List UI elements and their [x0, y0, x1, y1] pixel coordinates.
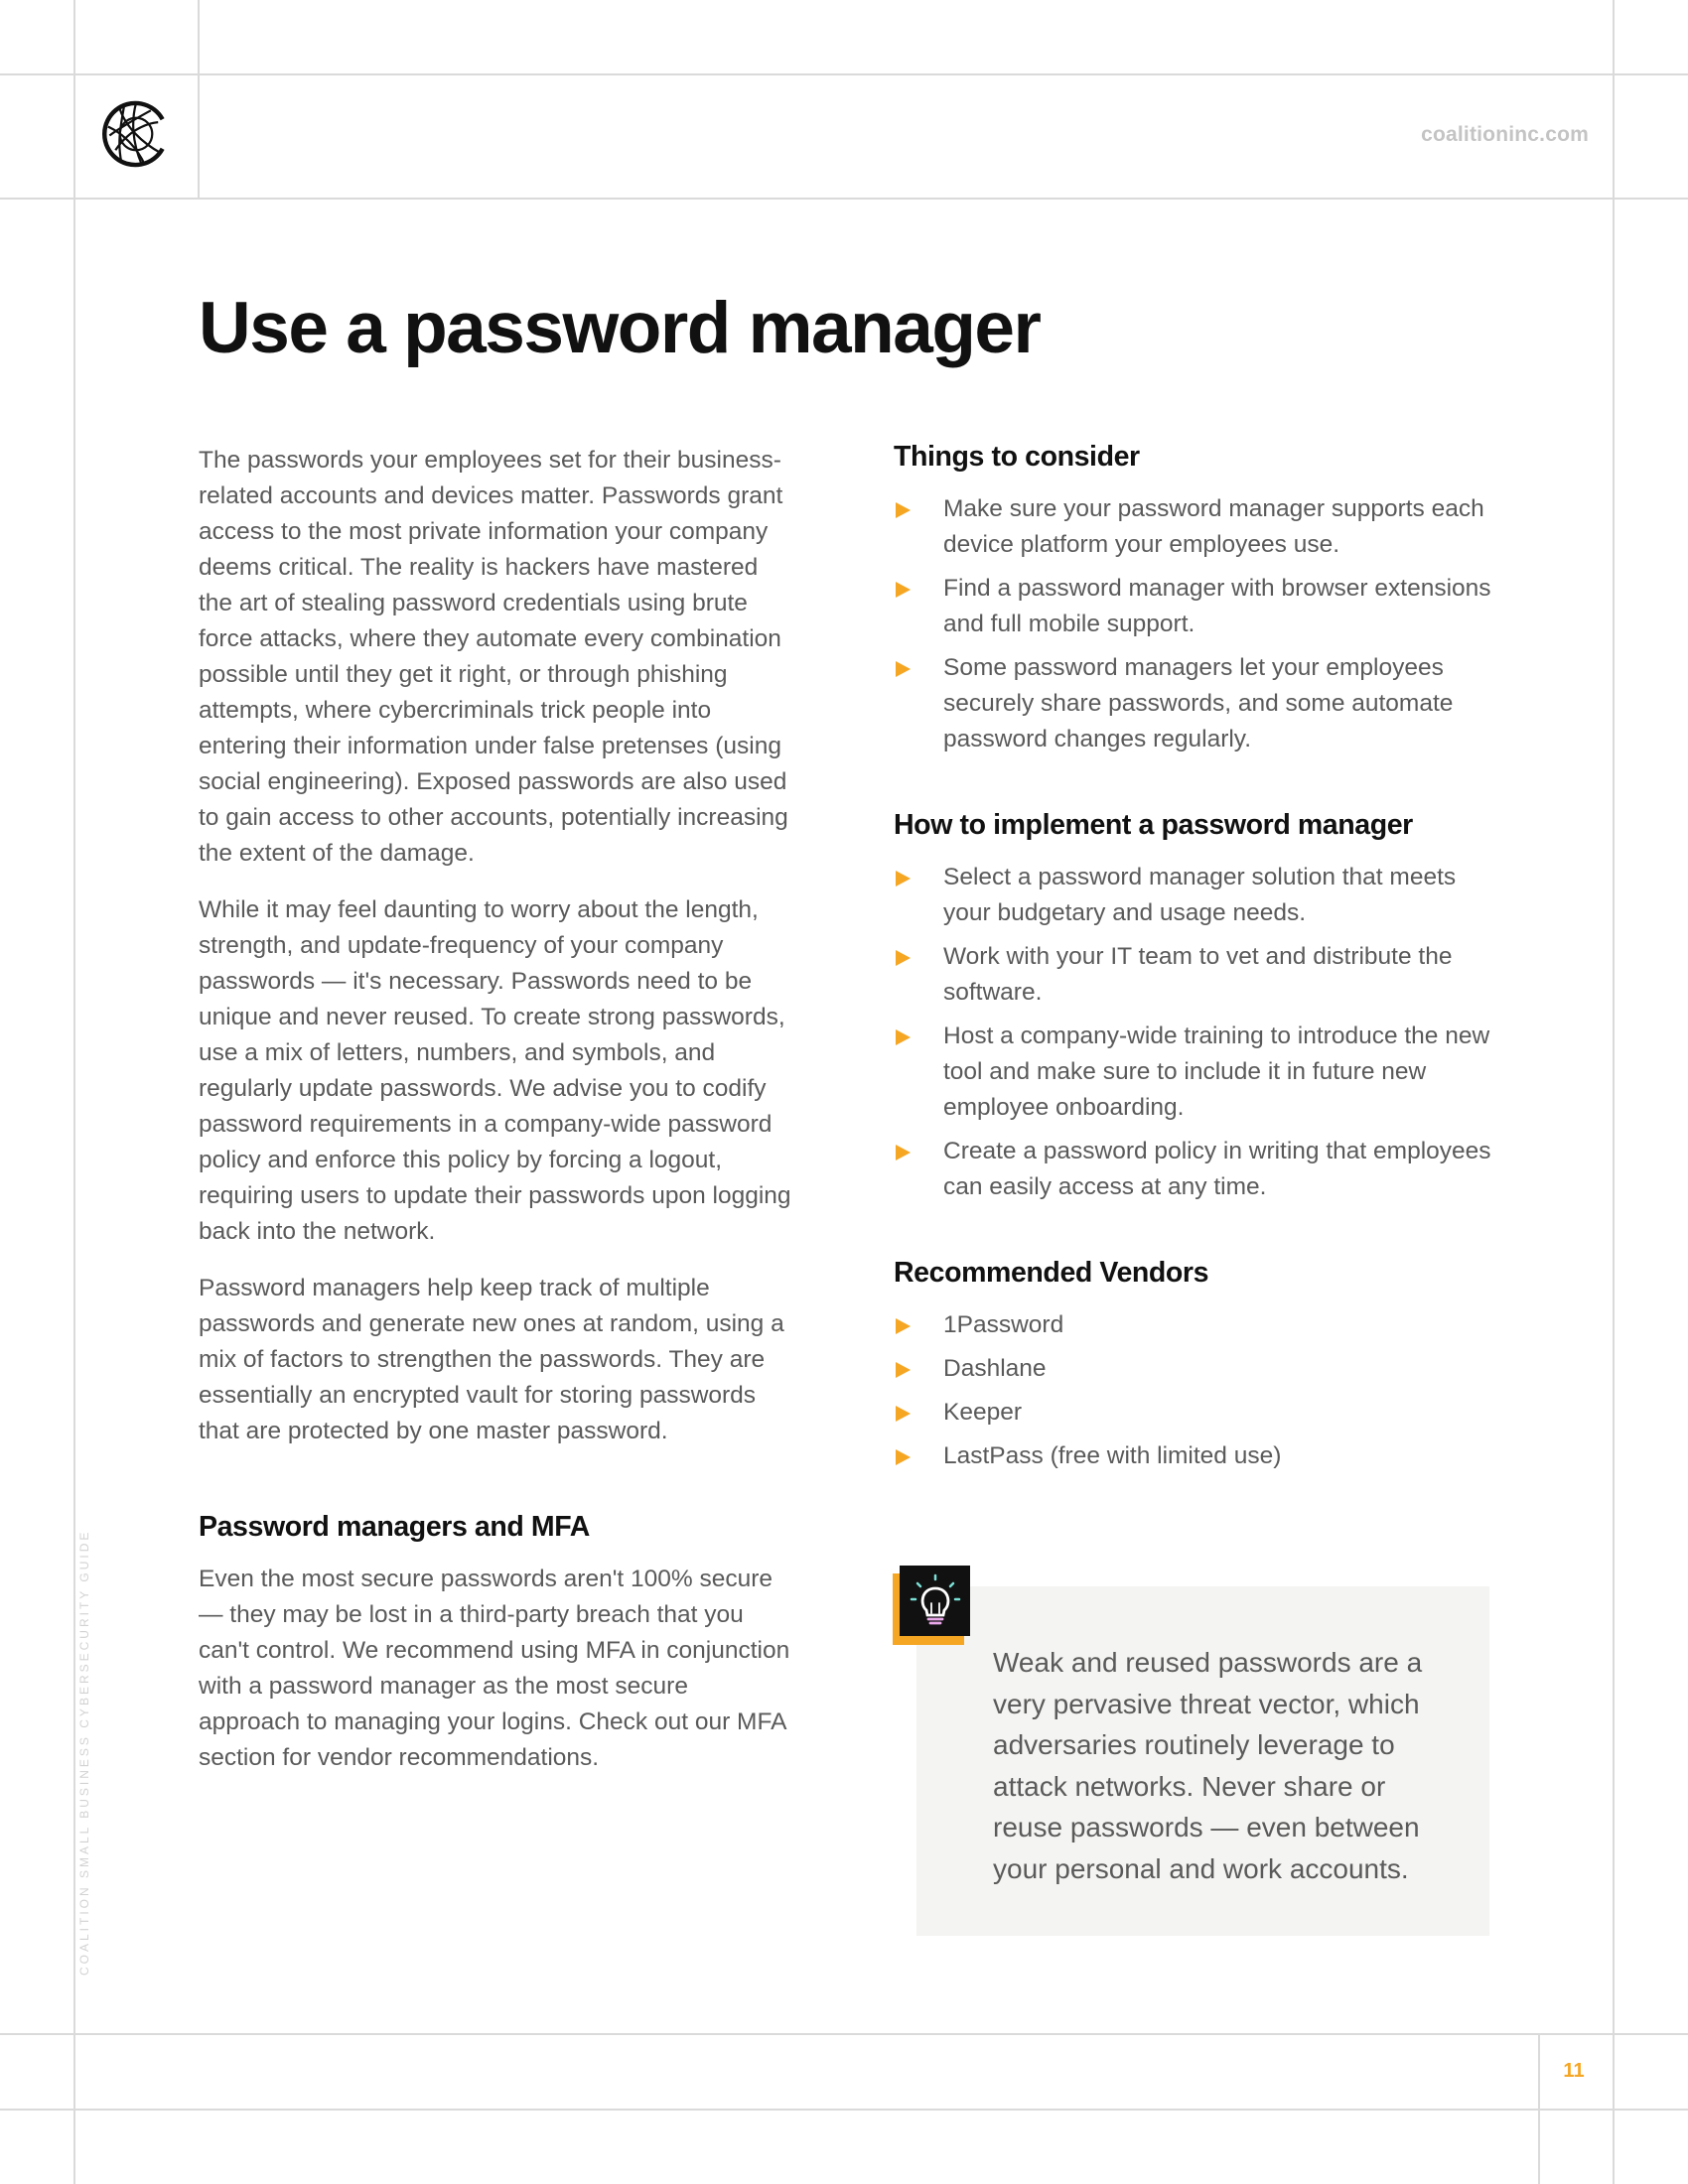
list-item: Create a password policy in writing that employees can easily access at any time.: [894, 1134, 1499, 1205]
grid-line-footer-top: [0, 2033, 1688, 2035]
list-item: Dashlane: [894, 1351, 1499, 1387]
callout-text: Weak and reused passwords are a very pervasive threat vector, which adversaries routinely leverage to attack networks. Never share or reuse passwords — even between your personal and work accounts.: [993, 1647, 1423, 1884]
intro-paragraph-3: Password managers help keep track of multiple passwords and generate new ones at random, using a mix of factors to strengthen the passwords. They are essentially an encrypted vault for storing passwords that are protected by one master password.: [199, 1275, 784, 1444]
grid-line-top: [0, 73, 1688, 75]
things-to-consider-list: [894, 491, 1499, 757]
badge-box: [900, 1566, 970, 1636]
bullet-arrow-icon: [896, 1406, 911, 1422]
grid-line-header-bottom: [0, 198, 1688, 200]
how-to-implement-list: [894, 860, 1499, 1205]
list-item: Some password managers let your employees securely share passwords, and some automate password changes regularly.: [894, 650, 1499, 757]
recommended-vendors-list: [894, 1307, 1499, 1474]
bullet-arrow-icon: [896, 1362, 911, 1378]
bullet-arrow-icon: [896, 871, 911, 887]
list-item: Select a password manager solution that meets your budgetary and usage needs.: [894, 860, 1499, 931]
left-column: [199, 443, 794, 1797]
mfa-paragraph: Even the most secure passwords aren't 100% secure — they may be lost in a third-party breach that you can't control. We recommend using MFA in conjunction with a password manager as the most secure approach to managing your logins. Check out our MFA section for vendor recommendations.: [199, 1566, 790, 1771]
list-item: Make sure your password manager supports each device platform your employees use.: [894, 491, 1499, 563]
guide-side-label: COALITION SMALL BUSINESS CYBERSECURITY GUIDE: [77, 1529, 91, 1976]
grid-line-header-column: [198, 0, 200, 199]
intro-paragraph-1: The passwords your employees set for their business-related accounts and devices matter. Passwords grant access to the most private information your company deems critical. The reality is hackers have mastered the art of stealing password credentials using brute force attacks, where they automate every combination possible until they get it right, or through phishing attempts, where cybercriminals trick people into entering their information under false pretenses (using social engineering). Exposed passwords are also used to gain access to other accounts, potentially increasing the extent of the damage.: [199, 447, 788, 867]
lightbulb-badge: [893, 1566, 970, 1645]
right-column: [894, 439, 1499, 1482]
list-item: Keeper: [894, 1395, 1499, 1431]
list-item: Find a password manager with browser extensions and full mobile support.: [894, 571, 1499, 642]
bullet-arrow-icon: [896, 1029, 911, 1045]
grid-line-footer-bottom: [0, 2109, 1688, 2111]
coalition-logo-icon: [99, 97, 173, 171]
bullet-arrow-icon: [896, 950, 911, 966]
grid-line-footer-column: [1538, 2033, 1540, 2184]
how-to-implement-heading: How to implement a password manager: [894, 809, 1413, 841]
list-item: Work with your IT team to vet and distribute the software.: [894, 939, 1499, 1011]
bullet-arrow-icon: [896, 1145, 911, 1160]
list-item: 1Password: [894, 1307, 1499, 1343]
list-item: Host a company-wide training to introduce the new tool and make sure to include it in future new employee onboarding.: [894, 1019, 1499, 1126]
page-title: Use a password manager: [199, 288, 1041, 368]
tip-callout: [916, 1586, 1489, 1936]
bullet-arrow-icon: [896, 1449, 911, 1465]
bullet-arrow-icon: [896, 502, 911, 518]
grid-line-right-margin: [1613, 0, 1615, 2184]
bullet-arrow-icon: [896, 1318, 911, 1334]
bullet-arrow-icon: [896, 661, 911, 677]
grid-line-left-margin: [73, 0, 75, 2184]
mfa-heading: Password managers and MFA: [199, 1511, 590, 1543]
intro-paragraph-2: While it may feel daunting to worry about the length, strength, and update-frequency of your company passwords — it's necessary. Passwords need to be unique and never reused. To create strong passwords, use a mix of letters, numbers, and symbols, and regularly update passwords. We advise you to codify password requirements in a company-wide password policy and enforce this policy by forcing a logout, requiring users to update their passwords upon logging back into the network.: [199, 896, 791, 1245]
lightbulb-icon: [910, 1573, 961, 1627]
site-url[interactable]: coalitioninc.com: [1421, 123, 1589, 146]
page-number: 11: [1563, 2060, 1585, 2082]
bullet-arrow-icon: [896, 582, 911, 598]
things-to-consider-heading: Things to consider: [894, 441, 1140, 473]
recommended-vendors-heading: Recommended Vendors: [894, 1257, 1209, 1289]
list-item: LastPass (free with limited use): [894, 1438, 1499, 1474]
